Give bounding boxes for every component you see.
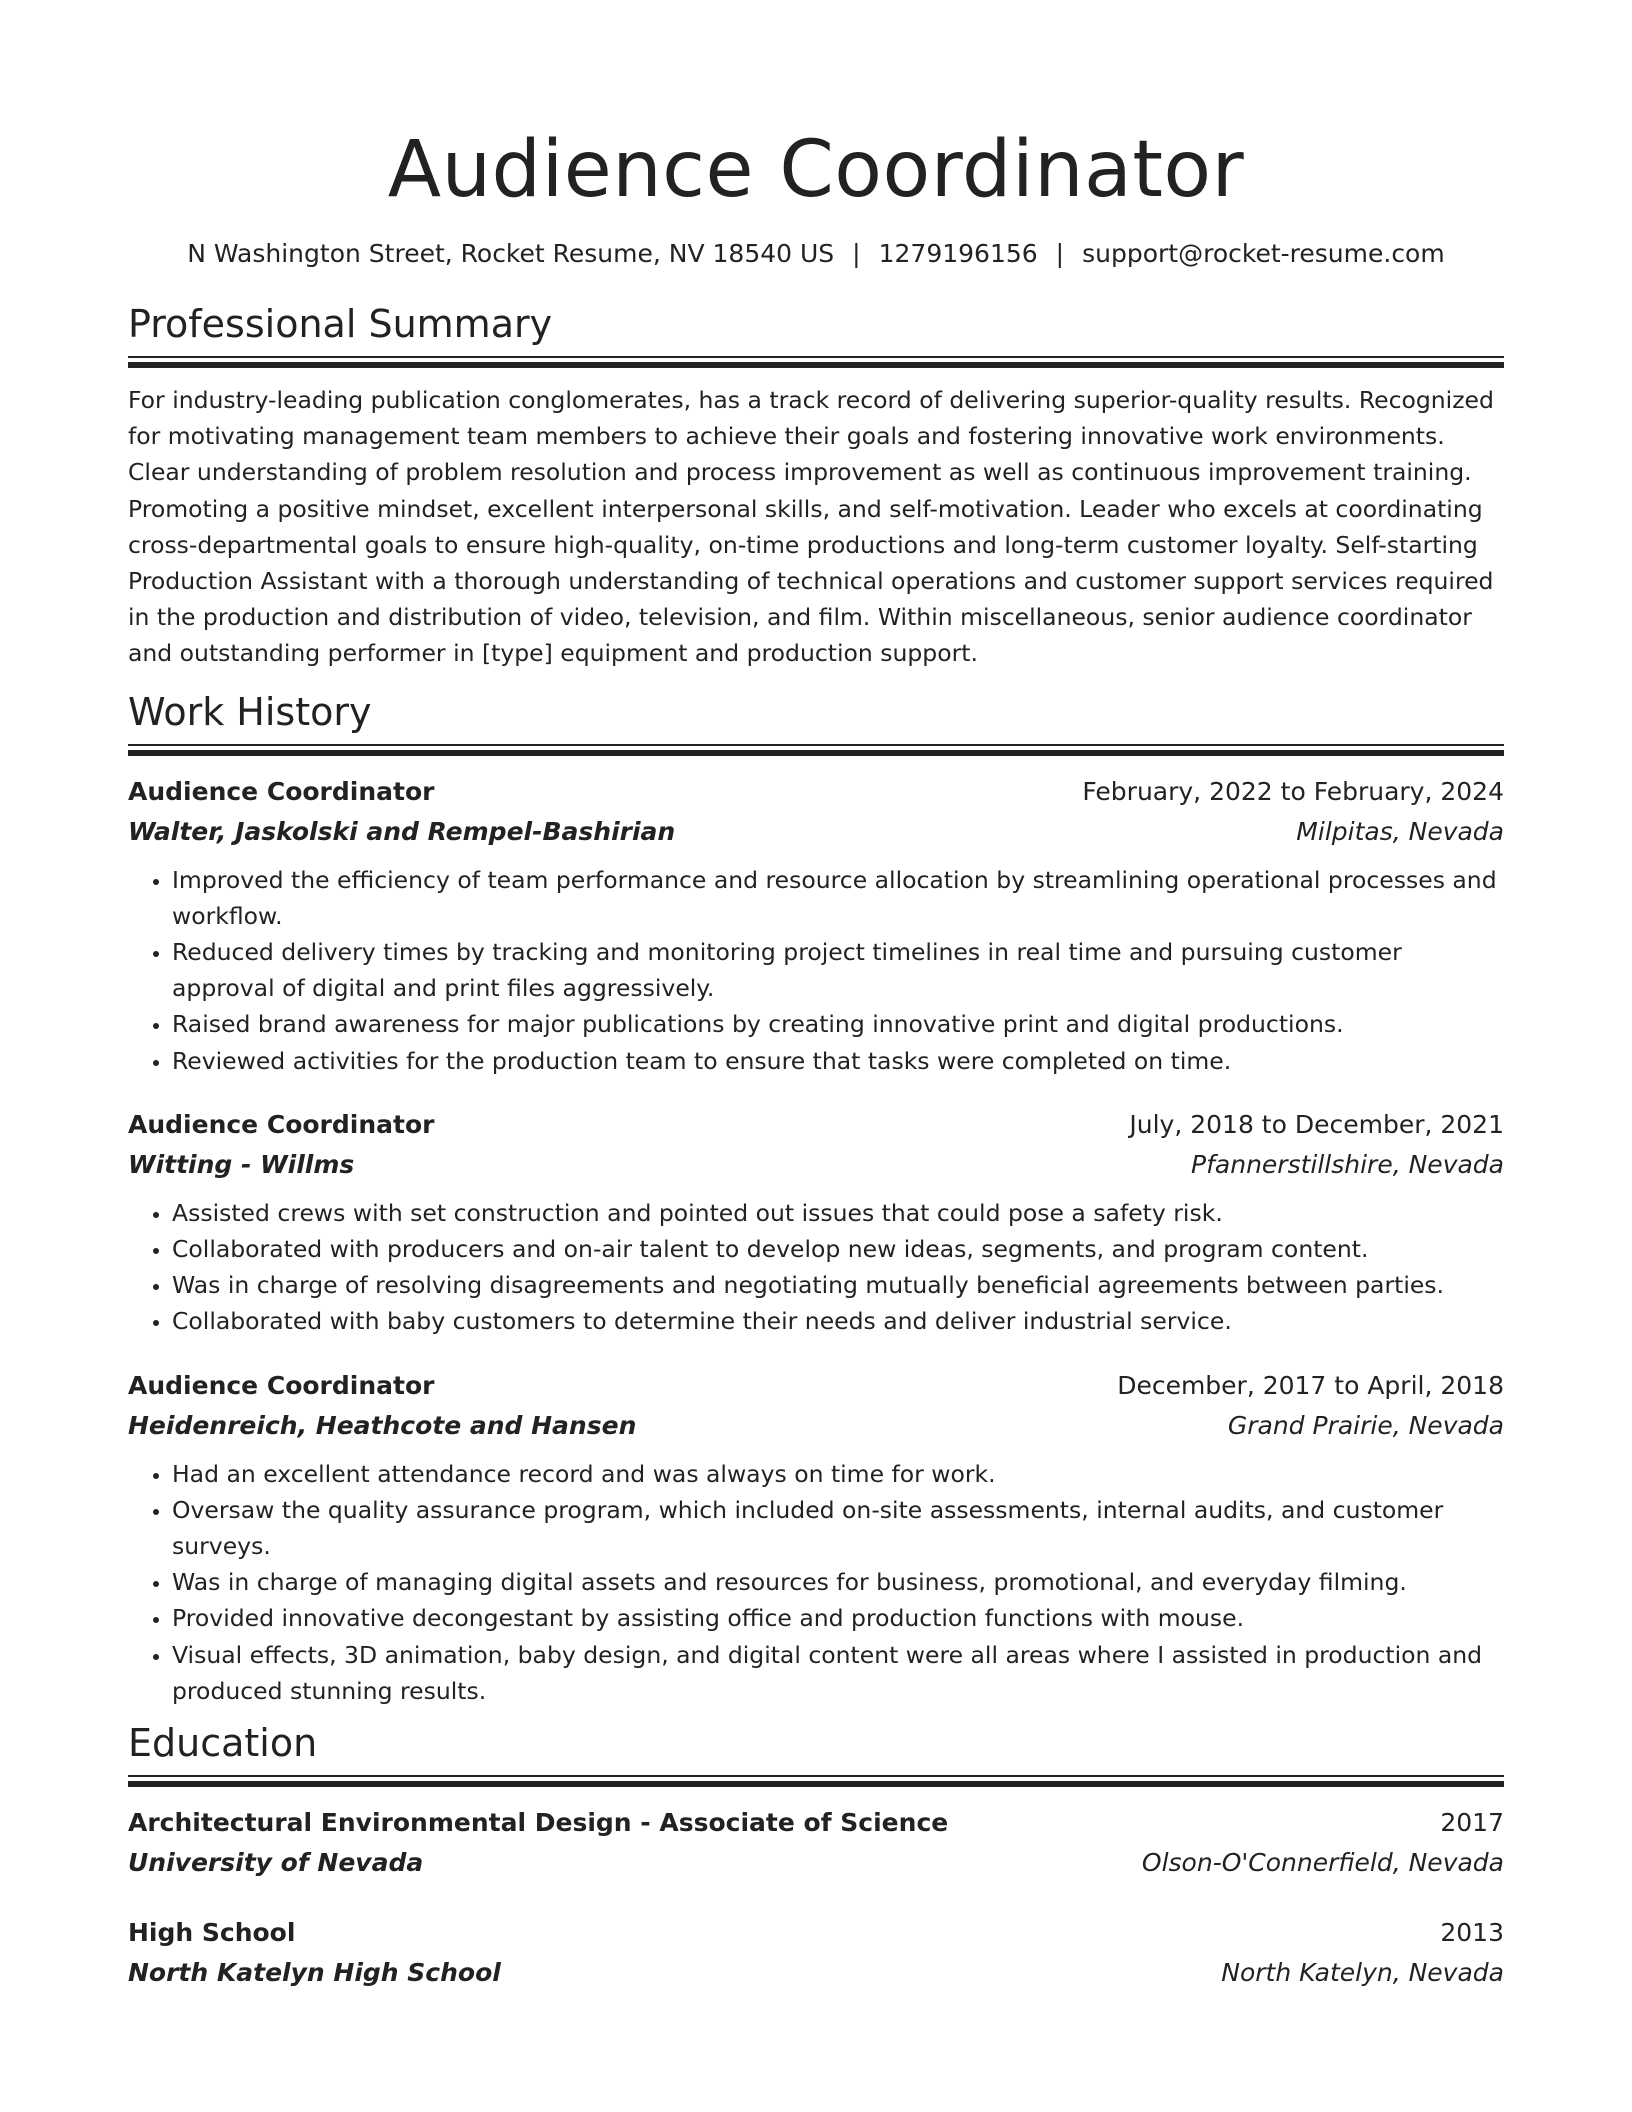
- section-divider: [128, 1775, 1504, 1787]
- education-year: 2013: [1440, 1918, 1504, 1948]
- job-bullet: • Assisted crews with set construction and pointed out issues that could pose a safety risk.: [172, 1195, 1504, 1231]
- job-bullets: [128, 1456, 1504, 1709]
- job-bullet: • Raised brand awareness for major publications by creating innovative print and digital productions.: [172, 1006, 1504, 1042]
- job-location: Pfannerstillshire, Nevada: [1191, 1149, 1504, 1179]
- job-location: Milpitas, Nevada: [1296, 816, 1504, 846]
- job-dates: December, 2017 to April, 2018: [1117, 1370, 1504, 1400]
- job-entry: [128, 1105, 1504, 1340]
- section-heading-education: Education: [128, 1721, 318, 1766]
- job-bullet: • Was in charge of resolving disagreements and negotiating mutually beneficial agreements between parties.: [172, 1267, 1504, 1303]
- contact-phone: 1279196156: [878, 239, 1038, 268]
- contact-separator: |: [852, 239, 861, 268]
- summary-text: For industry-leading publication conglomerates, has a track record of delivering superior-quality results. Recognized for motivating management team members to achieve their goals and fostering innovative work environments. Clear understanding of problem resolution and process improvement as well as continuous improvement training. Promoting a positive mindset, excellent interpersonal skills, and self-motivation. Leader who excels at coordinating cross-departmental goals to ensure high-quality, on-time productions and long-term customer loyalty. Self-starting Production Assistant with a thorough understanding of technical operations and customer support services required in the production and distribution of video, television, and film. Within miscellaneous, senior audience coordinator and outstanding performer in [type] equipment and production support.: [128, 386, 1494, 668]
- education-degree: Architectural Environmental Design - Associate of Science: [128, 1808, 949, 1838]
- contact-separator: |: [1055, 239, 1065, 268]
- section-heading-summary: Professional Summary: [128, 302, 553, 346]
- resume-title: Audience Coordinator: [387, 125, 1245, 215]
- job-location: Grand Prairie, Nevada: [1227, 1410, 1504, 1440]
- job-dates: July, 2018 to December, 2021: [1129, 1109, 1504, 1139]
- education-location: North Katelyn, Nevada: [1221, 1958, 1504, 1988]
- resume-page: [128, 118, 1504, 1993]
- job-bullet: • Reviewed activities for the production team to ensure that tasks were completed on time.: [172, 1043, 1504, 1079]
- job-bullet: • Visual effects, 3D animation, baby design, and digital content were all areas where I assisted in production and produced stunning results.: [172, 1637, 1504, 1709]
- job-company: Walter, Jaskolski and Rempel-Bashirian: [128, 816, 676, 846]
- education-entry: [128, 1803, 1504, 1883]
- job-entry: [128, 1366, 1504, 1709]
- job-title: Audience Coordinator: [128, 776, 435, 806]
- contact-address: N Washington Street, Rocket Resume, NV 18540 US: [187, 239, 835, 268]
- job-bullet: • Collaborated with producers and on-air talent to develop new ideas, segments, and program content.: [172, 1231, 1504, 1267]
- job-title: Audience Coordinator: [128, 1109, 435, 1139]
- job-bullet: • Had an excellent attendance record and was always on time for work.: [172, 1456, 1504, 1492]
- job-title: Audience Coordinator: [128, 1370, 435, 1400]
- section-heading-work-history: Work History: [128, 689, 372, 734]
- job-bullet: • Collaborated with baby customers to determine their needs and deliver industrial service.: [172, 1303, 1504, 1339]
- education-year: 2017: [1440, 1808, 1504, 1838]
- education-location: Olson-O'Connerfield, Nevada: [1141, 1848, 1504, 1878]
- work-history-section: [128, 688, 1504, 1709]
- job-dates: February, 2022 to February, 2024: [1082, 776, 1504, 806]
- education-entry: [128, 1913, 1504, 1993]
- education-school: North Katelyn High School: [128, 1958, 501, 1988]
- job-bullet: • Oversaw the quality assurance program, which included on-site assessments, internal audits, and customer surveys.: [172, 1492, 1504, 1564]
- job-bullet: • Provided innovative decongestant by assisting office and production functions with mouse.: [172, 1600, 1504, 1636]
- job-bullet: • Reduced delivery times by tracking and monitoring project timelines in real time and pursuing customer approval of digital and print files aggressively.: [172, 934, 1504, 1006]
- contact-email: support@rocket-resume.com: [1082, 239, 1445, 268]
- job-bullet: • Improved the efficiency of team performance and resource allocation by streamlining operational processes and workflow.: [172, 862, 1504, 934]
- section-divider: [128, 744, 1504, 756]
- section-divider: [128, 356, 1504, 368]
- education-section: [128, 1719, 1504, 1993]
- job-entry: [128, 772, 1504, 1079]
- education-school: University of Nevada: [128, 1848, 424, 1878]
- education-degree: High School: [128, 1918, 296, 1948]
- job-bullets: [128, 862, 1504, 1079]
- job-bullet: • Was in charge of managing digital assets and resources for business, promotional, and everyday filming.: [172, 1564, 1504, 1600]
- job-company: Heidenreich, Heathcote and Hansen: [128, 1410, 637, 1440]
- job-company: Witting - Willms: [128, 1149, 355, 1179]
- contact-line: [128, 238, 1504, 270]
- summary-section: [128, 300, 1504, 672]
- job-bullets: [128, 1195, 1504, 1340]
